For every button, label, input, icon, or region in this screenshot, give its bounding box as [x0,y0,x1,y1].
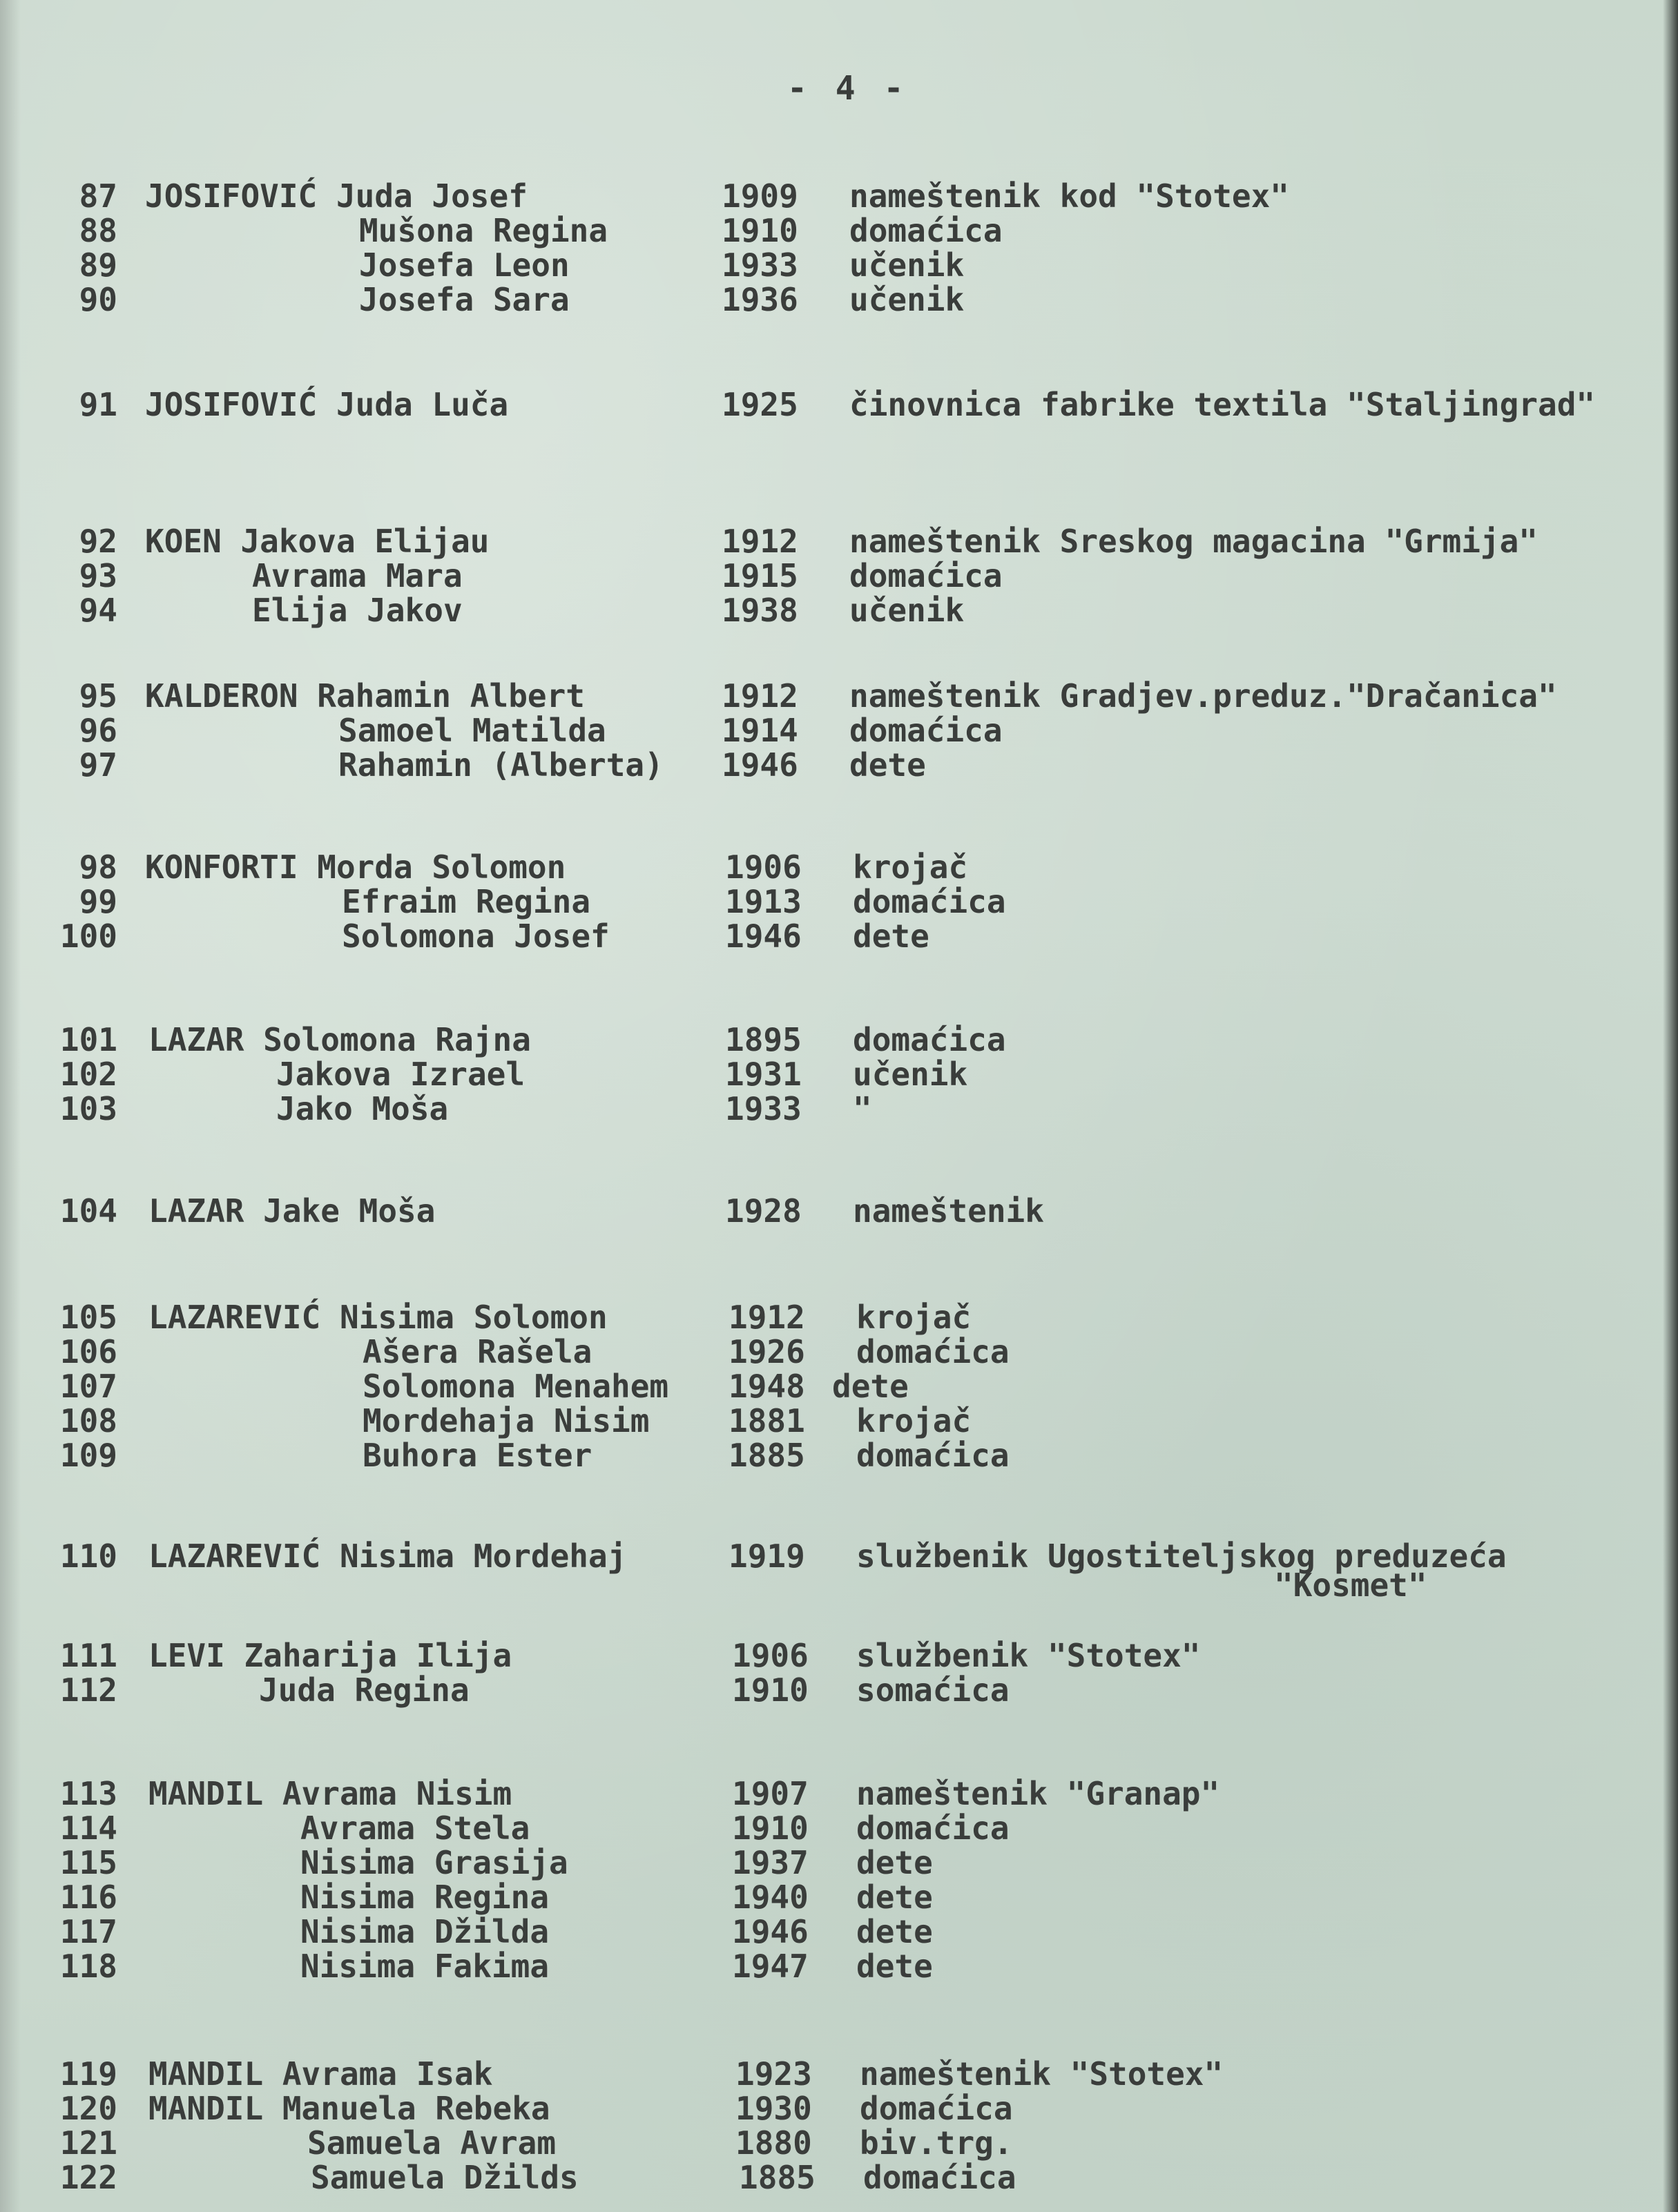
register-row [0,1403,1678,1439]
occupation: domaćica [860,2090,1013,2127]
row-number: 100 [59,918,117,955]
row-number: 116 [59,1879,117,1916]
occupation: nameštenik kod "Stotex" [849,177,1289,215]
occupation: nameštenik "Granap" [856,1775,1220,1812]
occupation: činovnica fabrike textila "Staljingrad" [849,386,1596,423]
occupation: nameštenik [853,1192,1044,1230]
birth-year: 1906 [732,1637,809,1674]
person-name: LAZAR Jake Moša [148,1192,436,1230]
register-row [0,2056,1678,2092]
register-row [0,2125,1678,2161]
birth-year: 1925 [722,386,798,423]
register-row [0,918,1678,954]
person-name: LAZAR Solomona Rajna [148,1021,531,1058]
row-number: 95 [79,677,117,715]
row-number: 92 [79,523,117,560]
birth-year: 1906 [725,848,802,886]
register-row [0,747,1678,783]
register-row [0,387,1678,423]
birth-year: 1881 [729,1402,805,1439]
occupation: dete [856,1948,933,1985]
birth-year: 1931 [725,1056,802,1093]
occupation: domaćica [856,1437,1010,1474]
row-number: 107 [59,1368,117,1405]
person-name: Samoel Matilda [338,712,606,749]
register-row [0,592,1678,628]
row-number: 114 [59,1810,117,1847]
birth-year: 1909 [722,177,798,215]
register-row [0,2090,1678,2126]
person-name: Nisima Grasija [300,1844,568,1881]
register-row [0,1914,1678,1950]
person-name: Solomona Josef [342,918,610,955]
row-number: 89 [79,246,117,284]
birth-year: 1933 [725,1090,802,1127]
person-name: LEVI Zaharija Ilija [148,1637,512,1674]
birth-year: 1923 [735,2055,812,2093]
occupation: dete [832,1368,909,1405]
occupation: domaćica [856,1333,1010,1370]
register-row [0,1810,1678,1846]
row-number: 99 [79,883,117,920]
person-name: Josefa Leon [359,246,570,284]
person-name: Nisima Regina [300,1879,550,1916]
birth-year: 1880 [735,2124,812,2162]
register-row [0,282,1678,318]
person-name: Jako Moša [276,1090,449,1127]
occupation: dete [856,1879,933,1916]
occupation: somaćica [856,1671,1010,1709]
person-name: Avrama Stela [300,1810,530,1847]
register-row [0,1299,1678,1335]
person-name: Samuela Avram [307,2124,557,2162]
birth-year: 1936 [722,281,798,318]
person-name: Mordehaja Nisim [363,1402,650,1439]
birth-year: 1919 [729,1537,805,1575]
birth-year: 1914 [722,712,798,749]
occupation: službenik "Stotex" [856,1637,1201,1674]
birth-year: 1928 [725,1192,802,1230]
person-name: Nisima Džilda [300,1913,550,1950]
birth-year: 1946 [725,918,802,955]
register-row [0,1879,1678,1915]
person-name: MANDIL Manuela Rebeka [148,2090,550,2127]
birth-year: 1930 [735,2090,812,2127]
row-number: 91 [79,386,117,423]
birth-year: 1885 [739,2159,816,2196]
occupation: domaćica [853,883,1006,920]
person-name: LAZAREVIĆ Nisima Mordehaj [148,1537,627,1575]
row-number: 120 [59,2090,117,2127]
occupation: " [853,1090,872,1127]
occupation: učenik [853,1056,968,1093]
occupation: dete [856,1844,933,1881]
row-number: 115 [59,1844,117,1881]
person-name: Ašera Rašela [363,1333,592,1370]
birth-year: 1912 [722,523,798,560]
row-number: 102 [59,1056,117,1093]
person-name: KONFORTI Morda Solomon [145,848,566,886]
occupation: krojač [856,1299,972,1336]
register-row [0,1022,1678,1058]
register-row [0,712,1678,748]
page-number: - 4 - [787,69,908,108]
occupation: domaćica [849,212,1003,249]
birth-year: 1912 [722,677,798,715]
row-number: 117 [59,1913,117,1950]
person-name: MANDIL Avrama Nisim [148,1775,512,1812]
occupation: biv.trg. [860,2124,1013,2162]
register-row [0,1672,1678,1708]
row-number: 103 [59,1090,117,1127]
birth-year: 1912 [729,1299,805,1336]
person-name: Elija Jakov [252,592,463,629]
occupation: službenik Ugostiteljskog preduzeća [856,1537,1507,1575]
register-row [0,558,1678,594]
birth-year: 1895 [725,1021,802,1058]
occupation: krojač [853,848,968,886]
row-number: 121 [59,2124,117,2162]
row-number: 98 [79,848,117,886]
row-number: 105 [59,1299,117,1336]
register-row [0,523,1678,559]
person-name: KOEN Jakova Elijau [145,523,490,560]
row-number: 97 [79,746,117,784]
person-name: LAZAREVIĆ Nisima Solomon [148,1299,608,1336]
row-number: 104 [59,1192,117,1230]
register-row [0,1334,1678,1370]
birth-year: 1946 [732,1913,809,1950]
register-row [0,1193,1678,1229]
occupation: krojač [856,1402,972,1439]
occupation: dete [853,918,929,955]
row-number: 111 [59,1637,117,1674]
register-row [0,1056,1678,1092]
occupation: nameštenik Gradjev.preduz."Dračanica" [849,677,1557,715]
register-row [0,247,1678,283]
row-number: 113 [59,1775,117,1812]
register-row [0,1091,1678,1127]
register-row [0,884,1678,920]
person-name: Juda Regina [259,1671,470,1709]
row-number: 108 [59,1402,117,1439]
occupation: dete [849,746,926,784]
person-name: Efraim Regina [342,883,591,920]
birth-year: 1885 [729,1437,805,1474]
person-name: Mušona Regina [359,212,608,249]
row-number: 88 [79,212,117,249]
row-number: 109 [59,1437,117,1474]
person-name: JOSIFOVIĆ Juda Luča [145,386,509,423]
occupation: domaćica [856,1810,1010,1847]
row-number: 110 [59,1537,117,1575]
register-row [0,1845,1678,1881]
person-name: Rahamin (Alberta) [338,746,664,784]
person-name: Jakova Izrael [276,1056,525,1093]
register-row [0,678,1678,714]
person-name: Josefa Sara [359,281,570,318]
occupation: učenik [849,281,965,318]
birth-year: 1910 [732,1810,809,1847]
person-name: Buhora Ester [363,1437,592,1474]
register-row [0,1948,1678,1984]
occupation: dete [856,1913,933,1950]
occupation: učenik [849,592,965,629]
occupation: nameštenik "Stotex" [860,2055,1224,2093]
person-name: Samuela Džilds [311,2159,579,2196]
occupation: domaćica [849,557,1003,594]
birth-year: 1937 [732,1844,809,1881]
birth-year: 1946 [722,746,798,784]
register-row [0,178,1678,214]
birth-year: 1910 [722,212,798,249]
birth-year: 1910 [732,1671,809,1709]
birth-year: 1915 [722,557,798,594]
birth-year: 1933 [722,246,798,284]
row-number: 119 [59,2055,117,2093]
birth-year: 1938 [722,592,798,629]
birth-year: 1947 [732,1948,809,1985]
row-number: 112 [59,1671,117,1709]
occupation: nameštenik Sreskog magacina "Grmija" [849,523,1538,560]
occupation: domaćica [849,712,1003,749]
birth-year: 1913 [725,883,802,920]
register-row [0,1437,1678,1473]
birth-year: 1907 [732,1775,809,1812]
person-name: MANDIL Avrama Isak [148,2055,493,2093]
person-name: KALDERON Rahamin Albert [145,677,585,715]
register-row [0,213,1678,249]
row-number: 87 [79,177,117,215]
occupation: domaćica [863,2159,1016,2196]
occupation-continuation: "Kosmet" [1274,1566,1427,1604]
row-number: 106 [59,1333,117,1370]
register-row [0,849,1678,885]
row-number: 93 [79,557,117,594]
person-name: JOSIFOVIĆ Juda Josef [145,177,528,215]
birth-year: 1940 [732,1879,809,1916]
birth-year: 1926 [729,1333,805,1370]
row-number: 101 [59,1021,117,1058]
person-name: Avrama Mara [252,557,463,594]
person-name: Nisima Fakima [300,1948,550,1985]
register-row [0,1368,1678,1404]
row-number: 118 [59,1948,117,1985]
row-number: 122 [59,2159,117,2196]
occupation: domaćica [853,1021,1006,1058]
register-row [0,2160,1678,2195]
register-row [0,1638,1678,1673]
person-name: Solomona Menahem [363,1368,669,1405]
row-number: 90 [79,281,117,318]
row-number: 94 [79,592,117,629]
register-row [0,1776,1678,1812]
occupation: učenik [849,246,965,284]
row-number: 96 [79,712,117,749]
birth-year: 1948 [729,1368,805,1405]
